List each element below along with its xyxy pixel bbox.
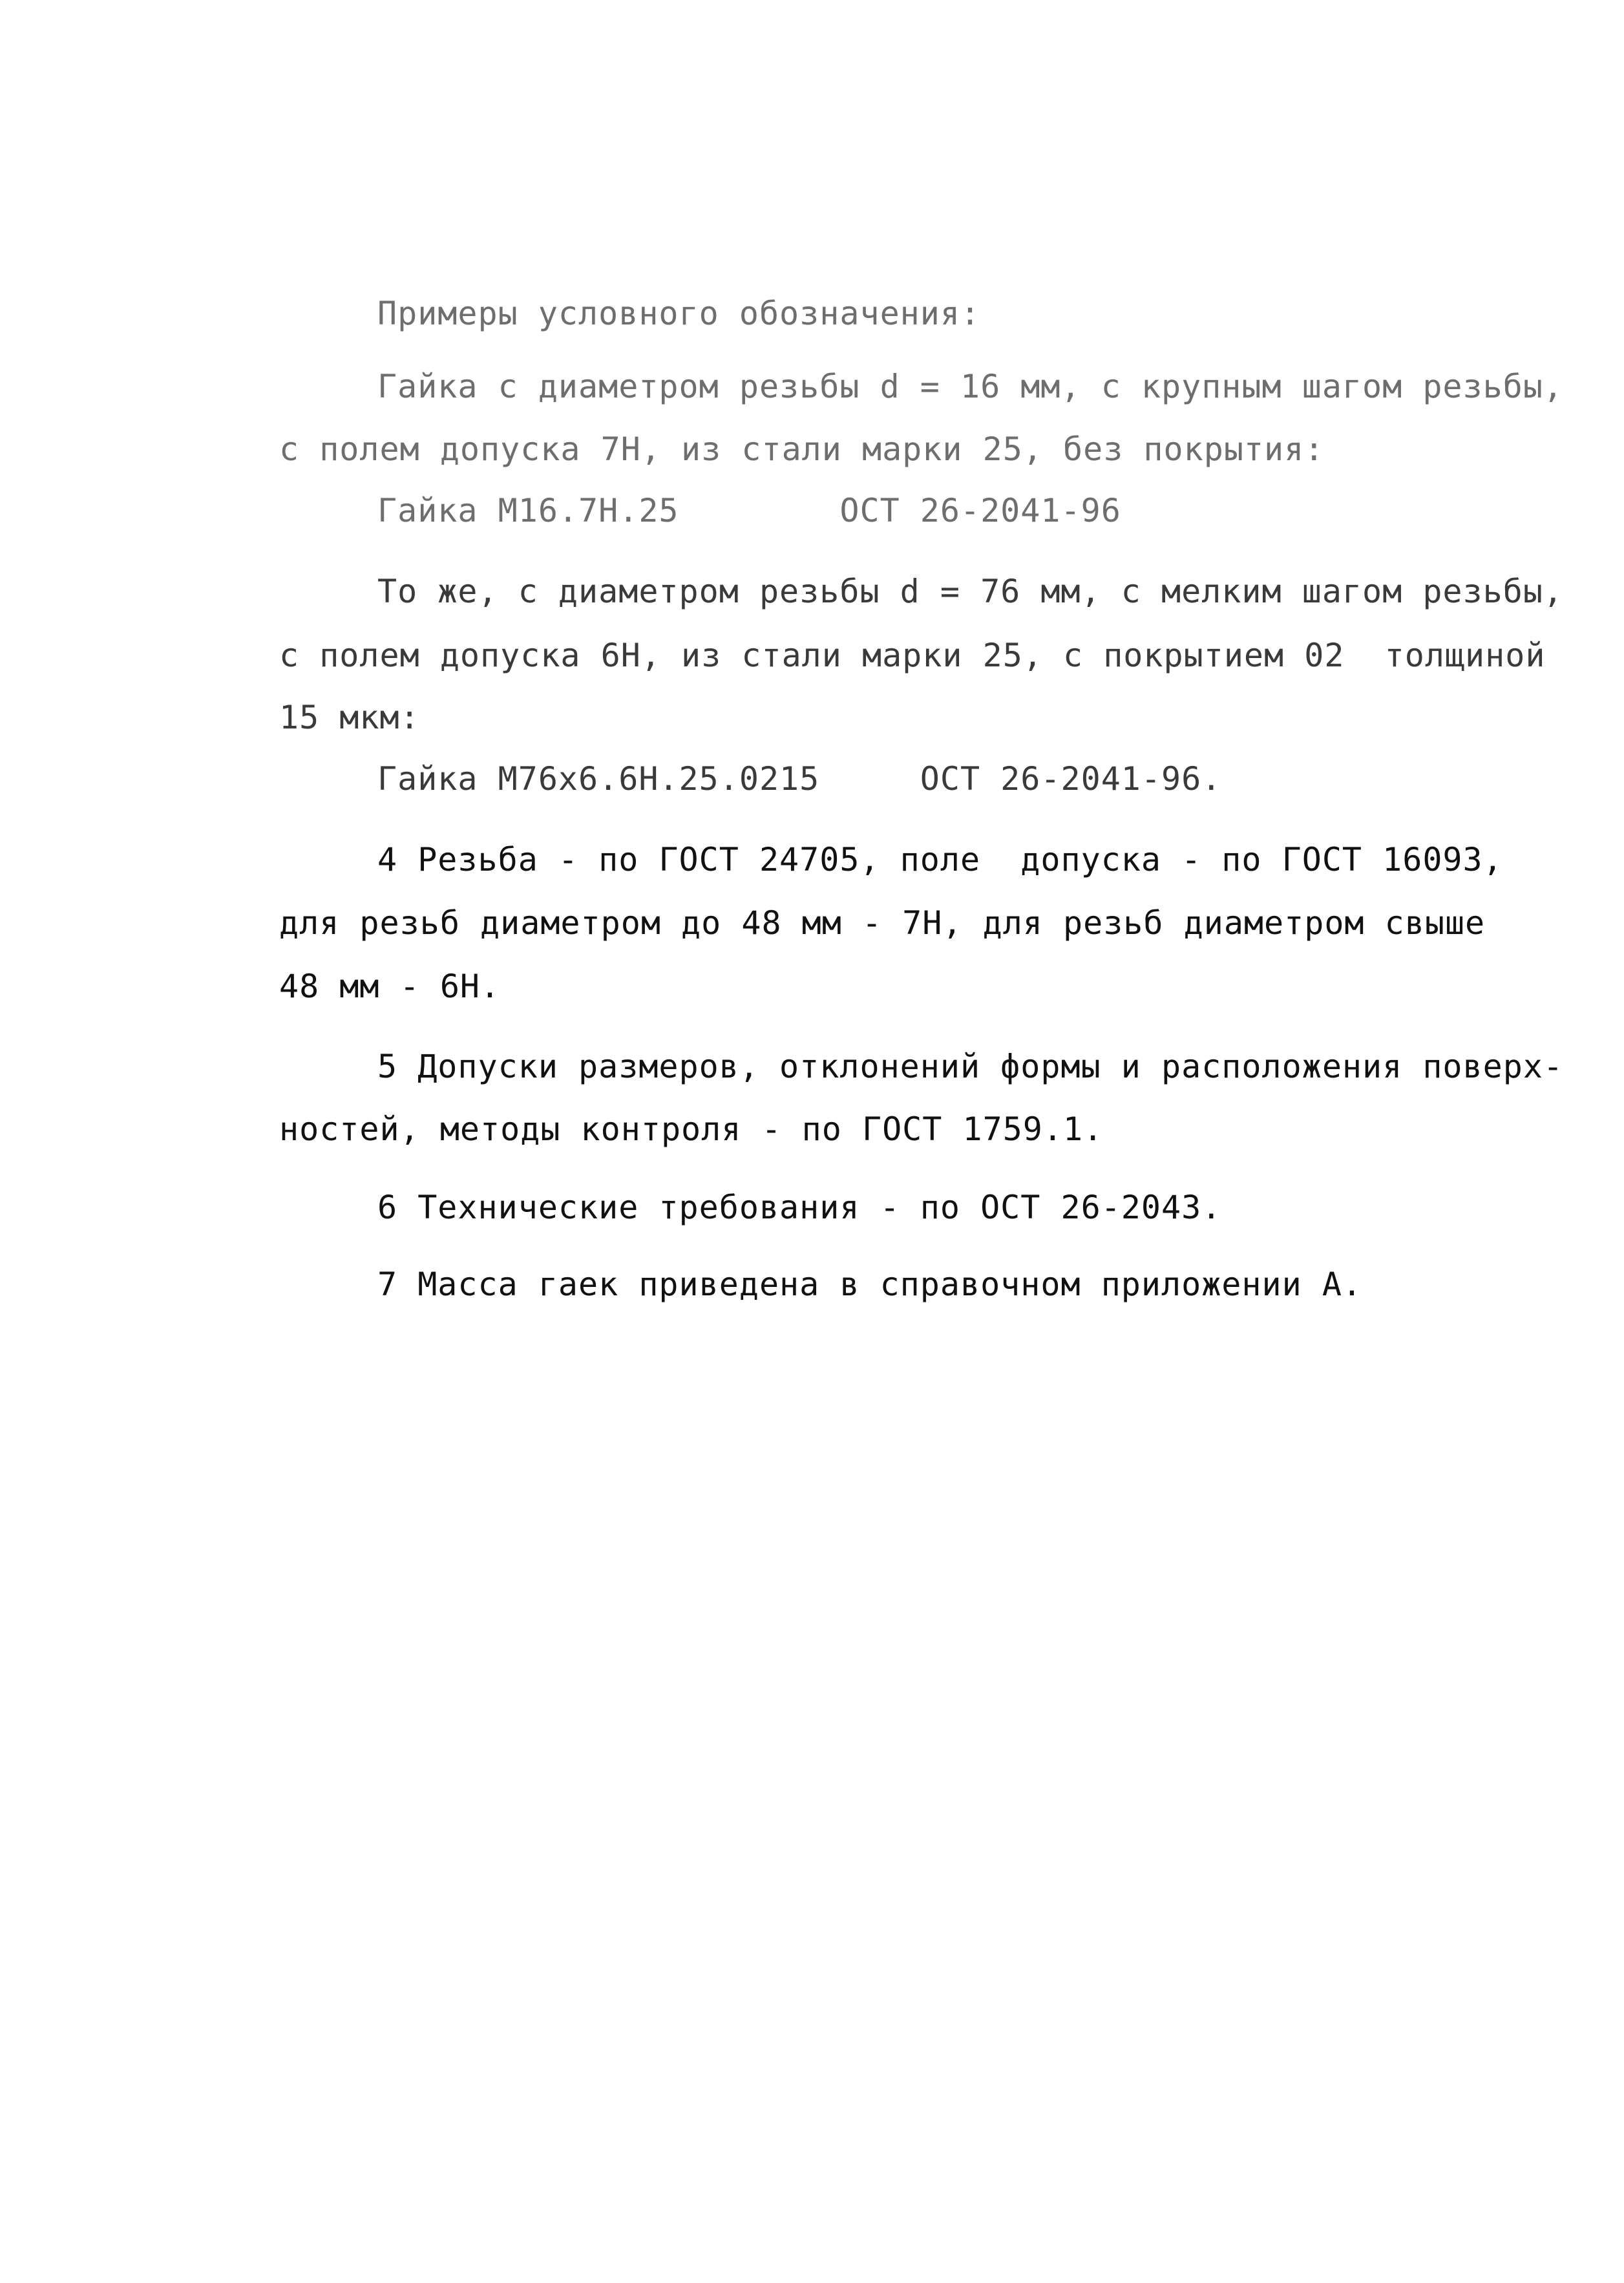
item-5-line-1: 5 Допуски размеров, отклонений формы и расположения поверх- [377,1048,1564,1085]
example-1-description-line-2: с полем допуска 7Н, из стали марки 25, без покрытия: [279,430,1325,468]
example-2-description-line-3: 15 мкм: [279,699,420,736]
item-6: 6 Технические требования - по ОСТ 26-2043. [377,1189,1222,1226]
example-1-description-line-1: Гайка с диаметром резьбы d = 16 мм, с крупным шагом резьбы, [377,368,1564,405]
example-2-description-line-1: То же, с диаметром резьбы d = 76 мм, с мелким шагом резьбы, [377,573,1564,610]
examples-heading: Примеры условного обозначения: [377,295,981,332]
example-2-description-line-2: с полем допуска 6Н, из стали марки 25, с покрытием 02 толщиной [279,637,1546,674]
item-4-line-2: для резьб диаметром до 48 мм - 7Н, для резьб диаметром свыше [279,904,1486,942]
item-7: 7 Масса гаек приведена в справочном приложении А. [377,1266,1363,1303]
item-4-line-1: 4 Резьба - по ГОСТ 24705, поле допуска - по ГОСТ 16093, [377,841,1503,878]
example-1-designation: Гайка М16.7Н.25 ОСТ 26-2041-96 [377,492,1121,529]
item-5-line-2: ностей, методы контроля - по ГОСТ 1759.1. [279,1110,1104,1148]
item-4-line-3: 48 мм - 6Н. [279,968,501,1005]
example-2-designation: Гайка М76х6.6Н.25.0215 ОСТ 26-2041-96. [377,760,1222,798]
